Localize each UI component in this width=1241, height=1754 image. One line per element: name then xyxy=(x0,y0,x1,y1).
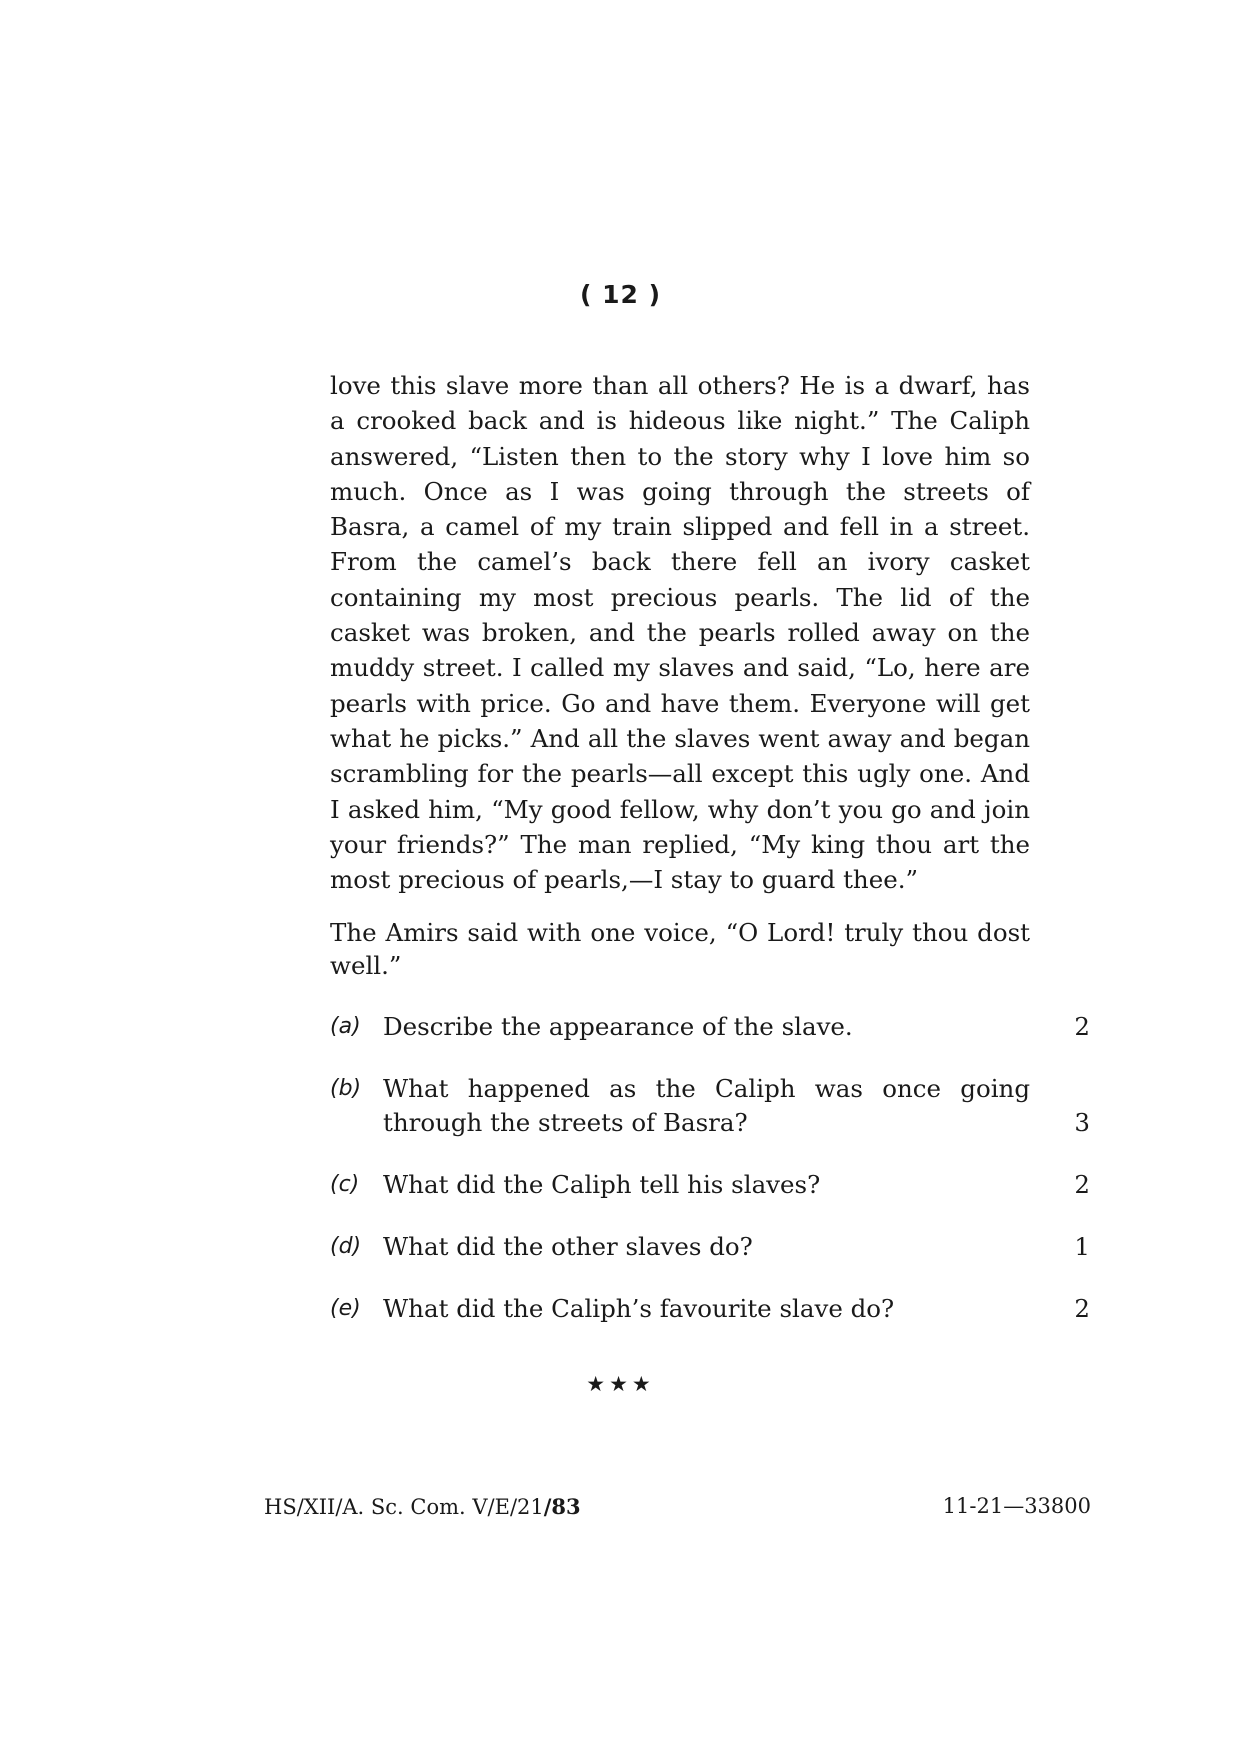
question-text: What happened as the Caliph was once going through the streets of Basra? xyxy=(383,1074,1030,1137)
footer-paper-code xyxy=(264,1494,581,1519)
question-a xyxy=(330,1010,1090,1044)
footer-print-info: 11-21—33800 xyxy=(942,1494,1091,1518)
question-text: Describe the appearance of the slave. xyxy=(383,1012,853,1041)
question-text: What did the other slaves do? xyxy=(383,1232,753,1261)
question-c xyxy=(330,1168,1090,1202)
question-text: What did the Caliph’s favourite slave do? xyxy=(383,1294,895,1323)
passage xyxy=(330,368,1030,982)
question-text: What did the Caliph tell his slaves? xyxy=(383,1170,821,1199)
question-b xyxy=(330,1072,1090,1140)
passage-paragraph-2: The Amirs said with one voice, “O Lord! truly thou dost well.” xyxy=(330,918,1030,981)
page-number: ( 12 ) xyxy=(579,280,662,309)
question-marks: 1 xyxy=(1074,1232,1090,1261)
question-letter: (c) xyxy=(330,1172,360,1197)
question-list xyxy=(330,1010,1090,1354)
end-of-paper-stars: ★★★ xyxy=(586,1372,655,1396)
question-letter: (d) xyxy=(330,1234,362,1259)
question-marks: 2 xyxy=(1074,1012,1090,1041)
footer-code-suffix: /83 xyxy=(543,1494,581,1519)
question-letter: (b) xyxy=(330,1076,362,1101)
question-letter: (e) xyxy=(330,1296,361,1321)
passage-paragraph-1: love this slave more than all others? He is a dwarf, has a crooked back and is hideous like night.” The Caliph answered, “Listen then to the story why I love him so much. Once as I was going through the streets of Basra, a camel of my train slipped and fell in a street. From the camel’s back there fell an ivory casket containing my most precious pearls. The lid of the casket was broken, and the pearls rolled away on the muddy street. I called my slaves and said, “Lo, here are pearls with price. Go and have them. Everyone will get what he picks.” And all the slaves went away and began scrambling for the pearls—all except this ugly one. And I asked him, “My good fellow, why don’t you go and join your friends?” The man replied, “My king thou art the most precious of pearls,—I stay to guard thee.” xyxy=(330,371,1030,895)
question-letter: (a) xyxy=(330,1014,361,1039)
footer-code: HS/XII/A. Sc. Com. V/E/21 xyxy=(264,1495,544,1519)
question-d xyxy=(330,1230,1090,1264)
question-marks: 2 xyxy=(1074,1294,1090,1323)
question-e xyxy=(330,1292,1090,1326)
question-marks: 2 xyxy=(1074,1170,1090,1199)
question-marks: 3 xyxy=(1074,1108,1090,1137)
